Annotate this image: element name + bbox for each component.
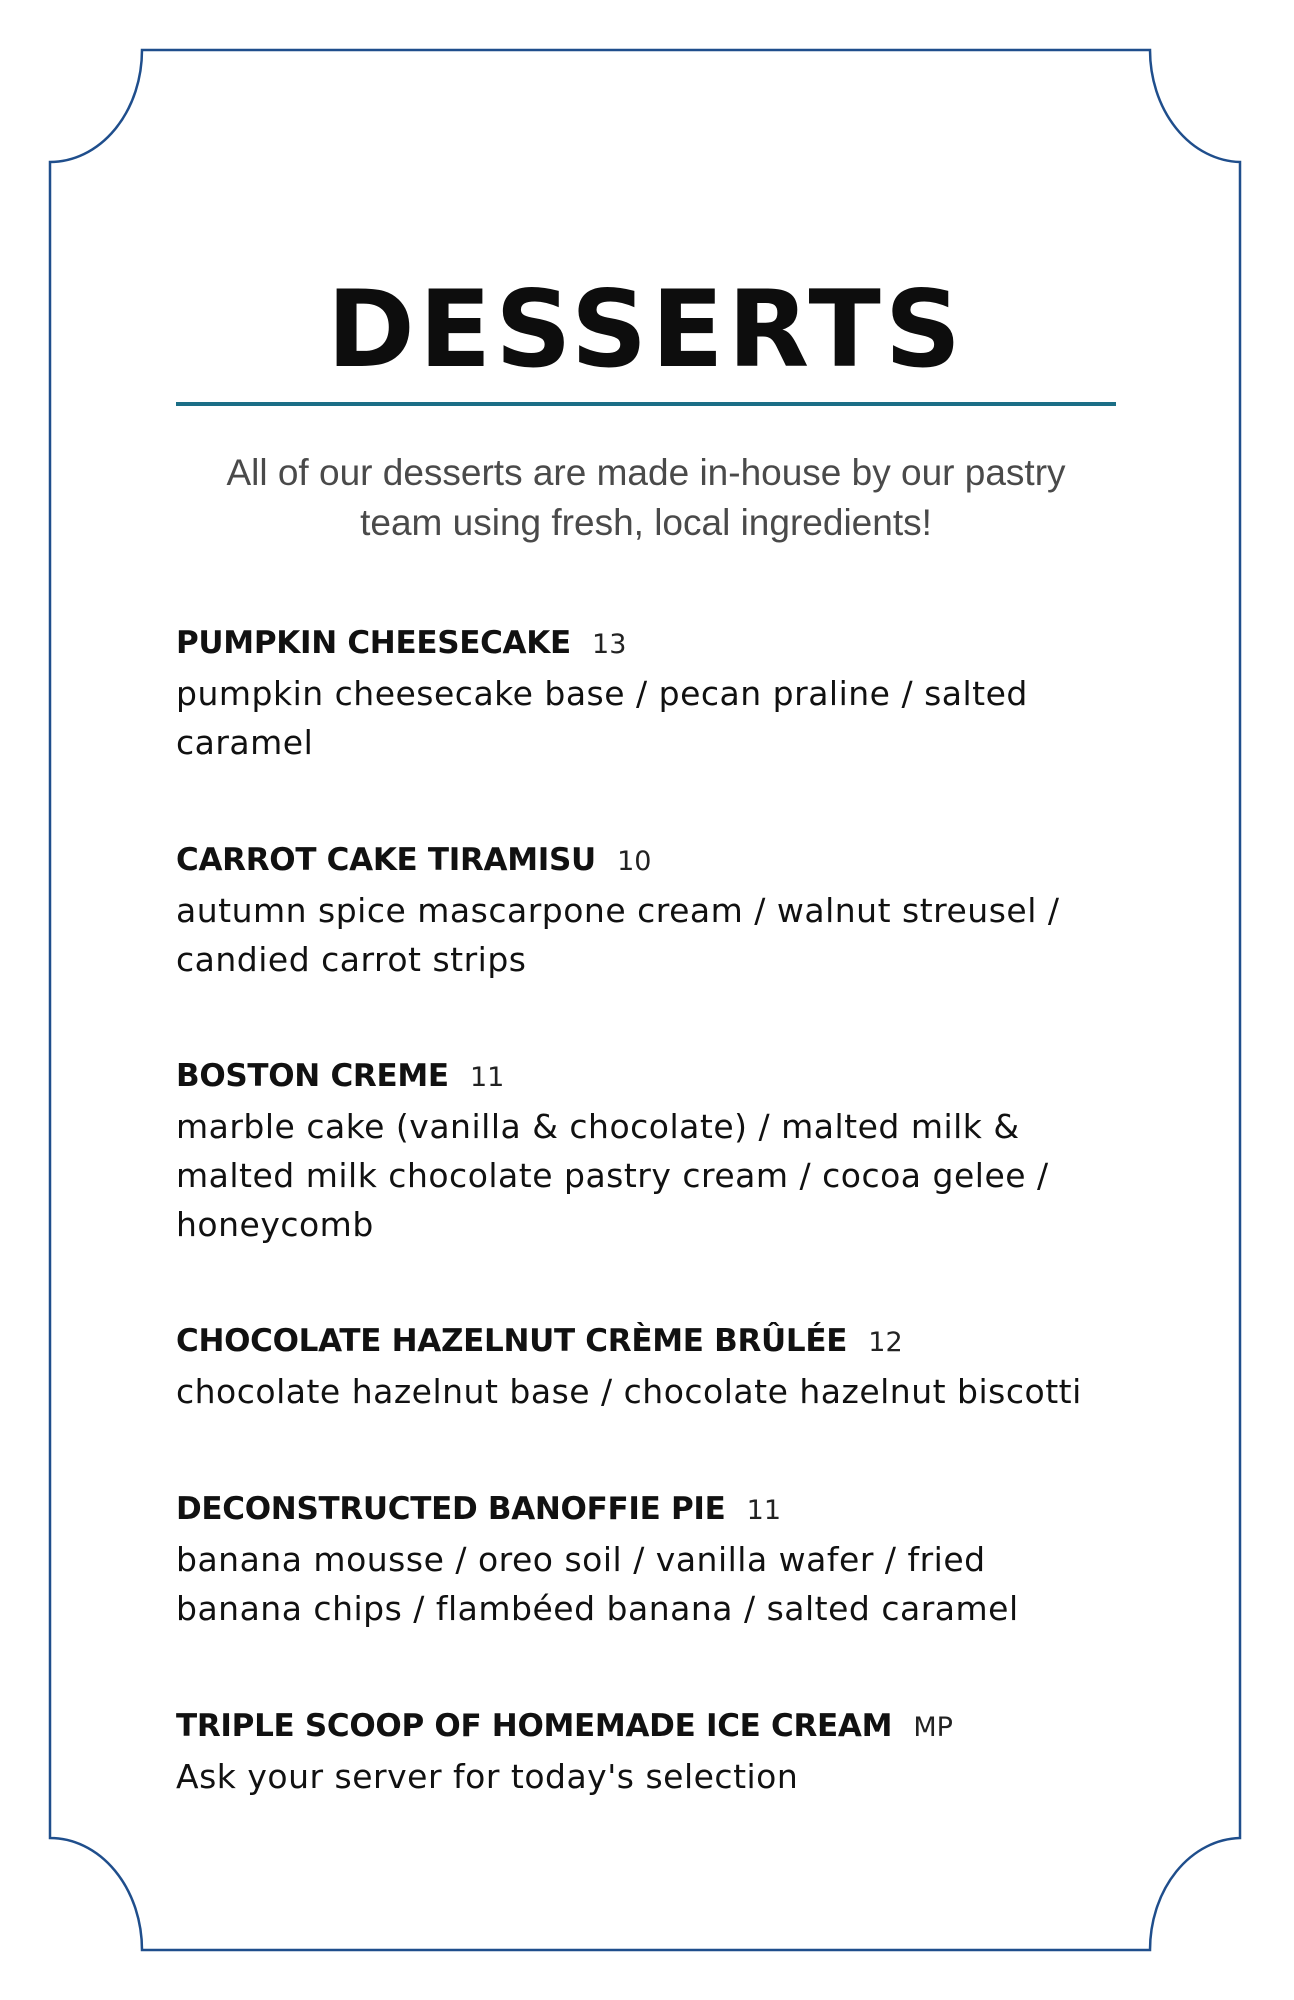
item-price: 11 — [469, 1062, 505, 1093]
description-line: candied carrot strips — [176, 940, 527, 979]
description-line: banana chips / flambéed banana / salted caramel — [176, 1589, 1019, 1628]
description-line: autumn spice mascarpone cream / walnut streusel / — [176, 891, 1060, 930]
item-name: TRIPLE SCOOP OF HOMEMADE ICE CREAM — [176, 1708, 893, 1744]
description-line: honeycomb — [176, 1205, 374, 1244]
item-price: MP — [913, 1712, 953, 1743]
description-line: malted milk chocolate pastry cream / cocoa gelee / — [176, 1156, 1049, 1195]
menu-item — [176, 837, 1116, 984]
item-description — [176, 886, 1116, 984]
description-line: marble cake (vanilla & chocolate) / malted milk & — [176, 1107, 1020, 1146]
item-description — [176, 1752, 1116, 1801]
item-description — [176, 1535, 1116, 1633]
item-description — [176, 669, 1116, 767]
menu-item — [176, 1486, 1116, 1633]
item-price: 12 — [868, 1327, 903, 1358]
description-line: Ask your server for today's selection — [176, 1757, 799, 1796]
intro-line: All of our desserts are made in-house by our pastry — [226, 452, 1066, 493]
intro-text — [176, 448, 1116, 548]
item-name: PUMPKIN CHEESECAKE — [176, 625, 571, 661]
item-price: 13 — [592, 629, 627, 660]
intro-line: team using fresh, local ingredients! — [360, 502, 932, 543]
title-divider — [176, 402, 1116, 406]
description-line: chocolate hazelnut base / chocolate hazelnut biscotti — [176, 1372, 1082, 1411]
item-name: CARROT CAKE TIRAMISU — [176, 842, 596, 878]
item-description — [176, 1367, 1116, 1416]
description-line: pumpkin cheesecake base / pecan praline / salted — [176, 674, 1028, 713]
menu-item — [176, 1703, 1116, 1801]
menu-item — [176, 620, 1116, 767]
item-description — [176, 1102, 1116, 1249]
description-line: banana mousse / oreo soil / vanilla wafer / fried — [176, 1540, 986, 1579]
item-name: CHOCOLATE HAZELNUT CRÈME BRÛLÉE — [176, 1323, 848, 1359]
item-price: 10 — [617, 846, 652, 877]
menu-item — [176, 1318, 1116, 1416]
dessert-menu — [176, 0, 1116, 2000]
item-name: BOSTON CREME — [176, 1058, 449, 1094]
item-price: 11 — [746, 1495, 782, 1526]
item-name: DECONSTRUCTED BANOFFIE PIE — [176, 1491, 726, 1527]
description-line: caramel — [176, 723, 314, 762]
page-title: DESSERTS — [326, 268, 966, 391]
menu-item — [176, 1053, 1116, 1249]
